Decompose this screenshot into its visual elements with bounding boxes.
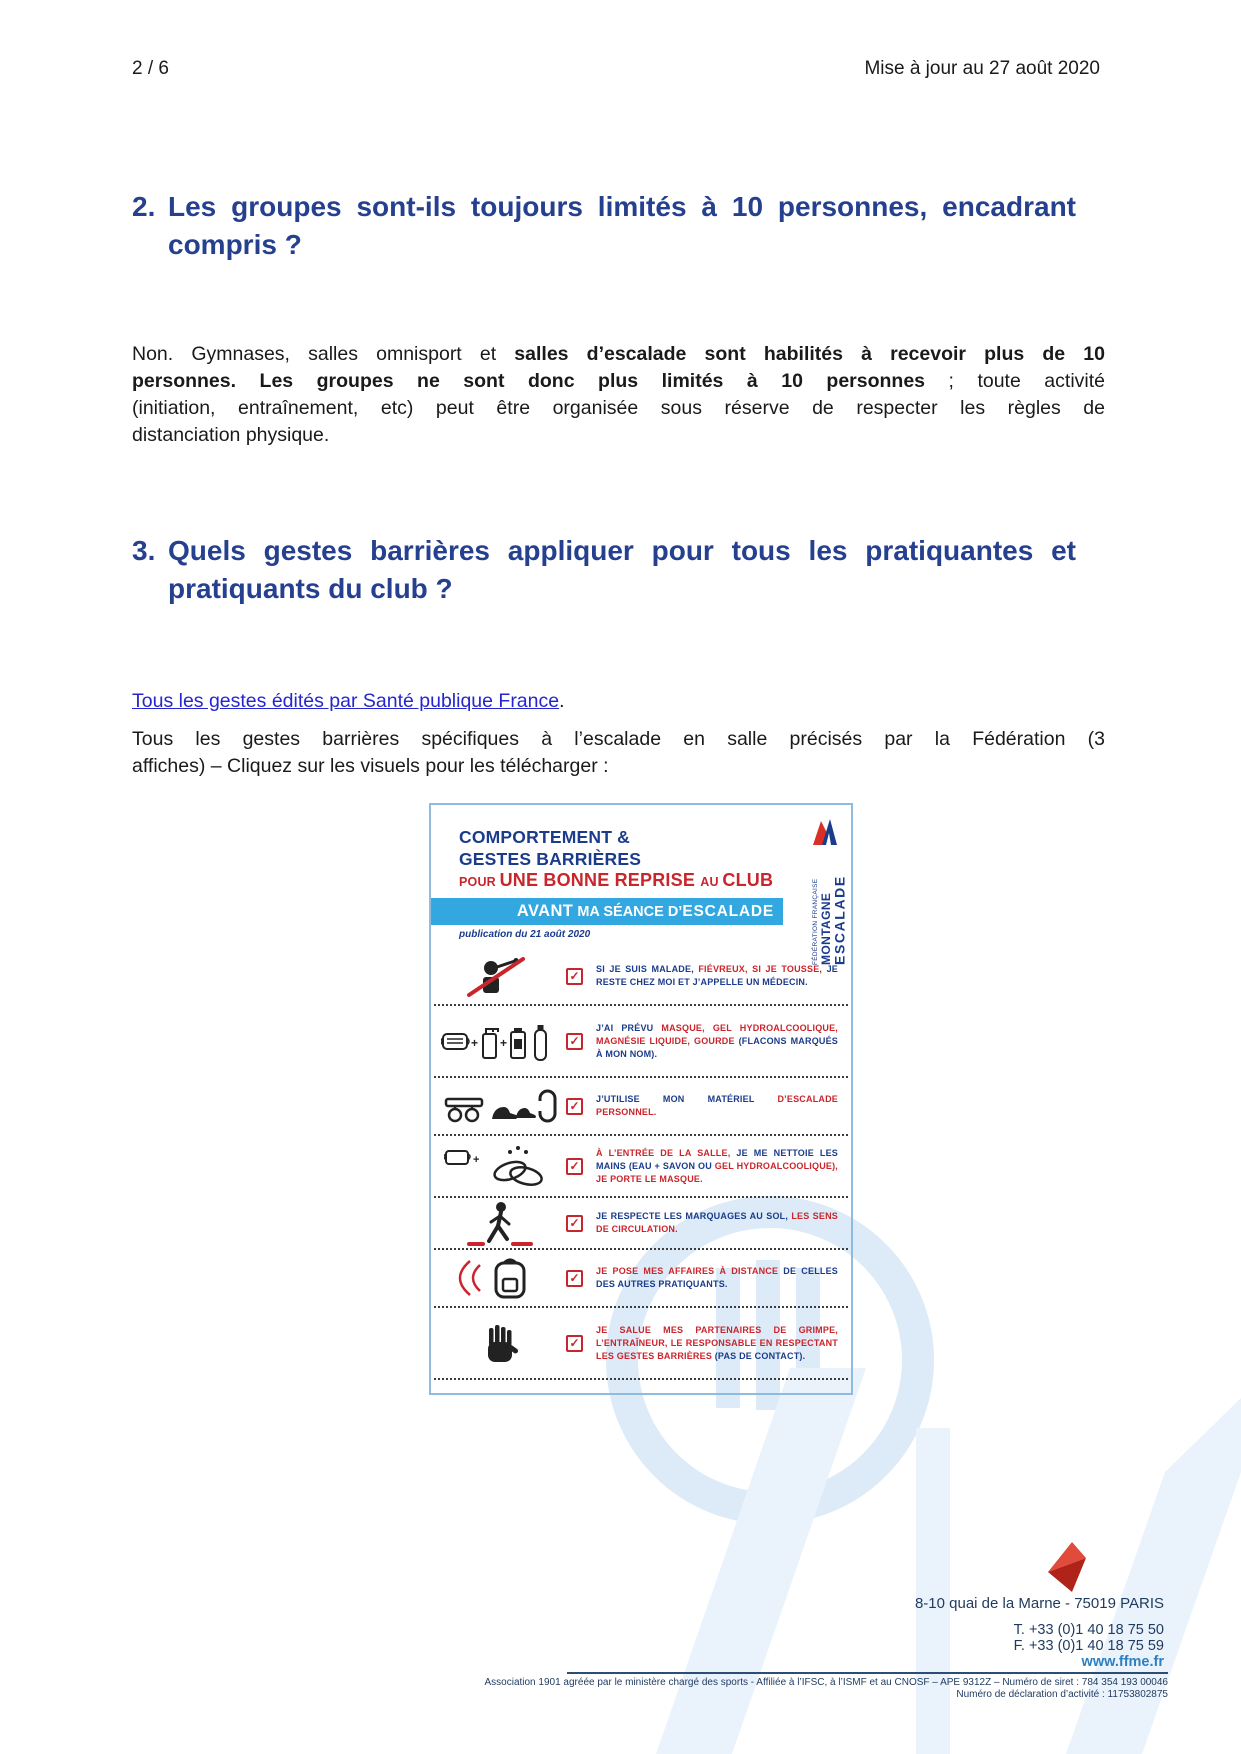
question-3-title-line2: pratiquants du club ?: [168, 573, 453, 604]
question-3-heading: [132, 532, 1076, 608]
footer-fax: F. +33 (0)1 40 18 75 59: [1013, 1638, 1164, 1654]
hand-washing-icons: [438, 1143, 566, 1189]
svg-text:+: +: [500, 1036, 508, 1050]
poster-title-line1: COMPORTEMENT &: [459, 827, 630, 847]
checklist-text: (PAS DE CONTACT).: [714, 1350, 806, 1361]
answer-2-text: distanciation physique.: [132, 424, 330, 446]
ffme-montagne-label: MONTAGNE: [818, 892, 833, 965]
ffme-escalade-label: ESCALADE: [831, 875, 848, 965]
question-3-number: 3.: [132, 535, 156, 566]
footer-address: 8-10 quai de la Marne - 75019 PARIS: [914, 1595, 1164, 1612]
floor-markings-walk-icon: [438, 1200, 566, 1246]
link-suffix: .: [559, 690, 565, 712]
answer-2-text: ; toute activité: [925, 370, 1105, 392]
answer-3-text: affiches) – Cliquez sur les visuels pour les télécharger :: [132, 755, 609, 777]
answer-2-bold-text: salles d’escalade sont habilités à recevoir plus de 10: [514, 343, 1105, 365]
checkbox-icon: ✓: [566, 1098, 583, 1115]
answer-3-paragraph: [132, 726, 1105, 780]
ffme-mountain-icon: [810, 815, 838, 850]
answer-2-text: Non. Gymnases, salles omnisport et: [132, 343, 515, 365]
checklist-text: JE ME NETTOIE LES MAINS (EAU + SAVON OU: [596, 1147, 838, 1171]
answer-3-text: Tous les gestes barrières spécifiques à l’escalade en salle précisés par la Fédération (3: [132, 728, 1105, 750]
svg-text:+: +: [471, 1036, 479, 1050]
poster-checklist-item: [434, 1250, 848, 1308]
answer-2-text: (initiation, entraînement, etc) peut être organisée sous réserve de respecter les règles de: [132, 397, 1105, 419]
svg-text:+: +: [473, 1154, 480, 1166]
checklist-text: D’ESCALADE PERSONNEL.: [596, 1094, 838, 1117]
question-2-number: 2.: [132, 191, 156, 222]
checkbox-icon: ✓: [566, 1270, 583, 1287]
poster-checklist-item: [434, 1078, 848, 1136]
poster-checklist-item: [434, 1198, 848, 1250]
checklist-text: À L’ENTRÉE DE LA SALLE,: [596, 1147, 737, 1158]
question-2-heading: [132, 188, 1076, 264]
footer-legal-line1: Association 1901 agréée par le ministère chargé des sports - Affiliée à l’IFSC, à l’ISMF et au CNOSF – APE 9312Z – Numéro de siret : 784 354 193 00046: [484, 1677, 1168, 1688]
checklist-text: FIÉVREUX, SI JE TOUSSE,: [698, 964, 827, 974]
personal-climbing-gear-icons: [438, 1083, 566, 1129]
footer-legal: [388, 1677, 1168, 1701]
poster-checklist-item: [434, 948, 848, 1006]
answer-2-bold-text: personnes. Les groupes ne sont donc plus limités à 10 personnes: [132, 370, 926, 392]
checkbox-icon: ✓: [566, 1335, 583, 1352]
footer-phone: T. +33 (0)1 40 18 75 50: [1013, 1622, 1164, 1638]
checklist-text: J’UTILISE MON MATÉRIEL: [596, 1094, 778, 1104]
poster-title-line2: GESTES BARRIÈRES: [459, 848, 642, 869]
poster-title: [459, 827, 773, 894]
poster-checklist-item: [434, 1136, 848, 1198]
page-number: 2 / 6: [132, 58, 169, 79]
checklist-text: SI JE SUIS MALADE,: [596, 964, 699, 974]
checklist-text: JE RESTE CHEZ MOI ET J’APPELLE UN MÉDECIN.: [596, 964, 838, 987]
checklist-text: JE RESPECTE LES MARQUAGES AU SOL,: [596, 1211, 792, 1221]
footer-legal-line2: Numéro de déclaration d’activité : 11753802875: [956, 1689, 1168, 1700]
update-date-label: Mise à jour au 27 août 2020: [864, 58, 1100, 79]
poster-checklist: [434, 948, 848, 1380]
backpack-distance-icon: [438, 1255, 566, 1301]
ffme-poster-avant-seance[interactable]: [429, 803, 853, 1395]
footer-divider: [567, 1672, 1168, 1674]
hygiene-supplies-icons: [438, 1018, 566, 1064]
poster-publication-date: publication du 21 août 2020: [459, 929, 591, 940]
checkbox-icon: ✓: [566, 1158, 583, 1175]
checklist-text: (FLACONS MARQUÉS À MON NOM).: [596, 1035, 839, 1059]
poster-checklist-item: [434, 1308, 848, 1380]
answer-2-paragraph: [132, 341, 1105, 449]
poster-checklist-item: [434, 1006, 848, 1078]
footer-website-link[interactable]: www.ffme.fr: [1081, 1654, 1164, 1670]
checklist-text: JE POSE MES AFFAIRES À DISTANCE: [596, 1266, 784, 1276]
ffme-logo: [789, 815, 847, 967]
sick-person-icon: [438, 953, 566, 999]
checkbox-icon: ✓: [566, 968, 583, 985]
greeting-hand-icon: [438, 1320, 566, 1366]
checklist-text: J’AI PRÉVU: [596, 1022, 662, 1033]
poster-subtitle: POUR UNE BONNE REPRISE AU CLUB: [459, 870, 774, 890]
poster-banner: AVANT MA SÉANCE D’ESCALADE: [431, 898, 783, 925]
checkbox-icon: ✓: [566, 1215, 583, 1232]
ffme-federation-label: FÉDÉRATION FRANÇAISE: [811, 878, 819, 965]
checklist-text: MASQUE, GEL HYDROALCOOLIQUE, MAGNÉSIE LIQUIDE, GOURDE: [596, 1022, 838, 1046]
question-3-title-line1: Quels gestes barrières appliquer pour tous les pratiquantes et: [168, 535, 1076, 566]
checklist-text: GEL HYDROALCOOLIQUE), JE PORTE LE MASQUE.: [596, 1160, 838, 1184]
checklist-text: LES SENS DE CIRCULATION.: [596, 1211, 838, 1234]
checklist-text: DE CELLES DES AUTRES PRATIQUANTS.: [596, 1266, 838, 1289]
sante-publique-link-line: [132, 690, 565, 713]
question-2-title-line1: Les groupes sont-ils toujours limités à 10 personnes, encadrant: [168, 191, 1076, 222]
checkbox-icon: ✓: [566, 1033, 583, 1050]
ffme-footer-logo-icon: [1042, 1538, 1098, 1599]
question-2-title-line2: compris ?: [168, 229, 302, 260]
sante-publique-france-link[interactable]: Tous les gestes édités par Santé publique France: [132, 690, 560, 712]
checklist-text: JE SALUE MES PARTENAIRES DE GRIMPE, L’ENTRAÎNEUR, LE RESPONSABLE EN RESPECTANT LES GESTES BARRIÈRES: [596, 1324, 838, 1361]
